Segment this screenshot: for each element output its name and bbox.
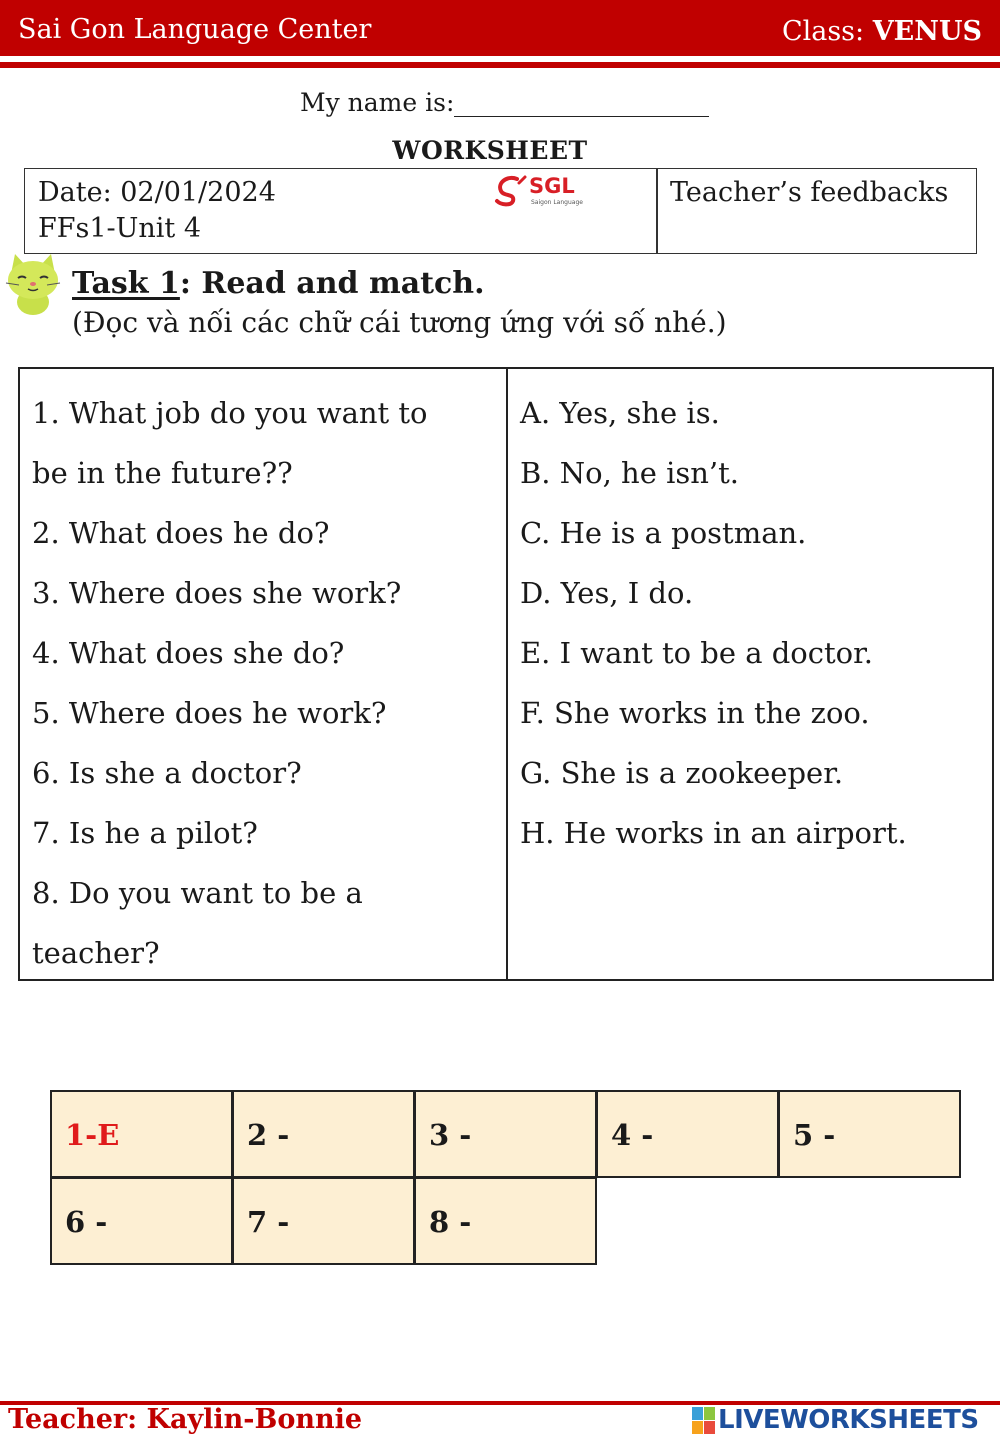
footer-teacher: Teacher: Kaylin-Bonnie [8,1404,363,1435]
answer-line: H. He works in an airport. [520,816,907,850]
cat-mascot-icon [2,252,64,316]
liveworksheets-logo[interactable] [692,1405,992,1437]
table-divider [506,369,508,979]
question-line: 5. Where does he work? [32,696,387,730]
answer-box-6[interactable]: 6 - [50,1177,233,1265]
info-box [24,168,977,254]
class-label-text: Class: [781,16,865,47]
question-line: be in the future?? [32,456,293,490]
task-subtitle: (Đọc và nối các chữ cái tương ứng với số nhé.) [72,306,727,339]
question-line: 4. What does she do? [32,636,345,670]
question-line: 2. What does he do? [32,516,330,550]
match-table [18,367,994,981]
info-divider [656,169,658,253]
answer-line: B. No, he isn’t. [520,456,740,490]
liveworksheets-blocks-icon [692,1407,716,1435]
answers-column [520,383,980,863]
task-title [72,266,485,301]
header-divider [0,62,1000,68]
worksheet-title: WORKSHEET [392,136,588,165]
sgl-logo [493,173,593,209]
class-value: VENUS [872,16,982,47]
question-line: 7. Is he a pilot? [32,816,258,850]
unit-text: FFs1-Unit 4 [38,213,202,244]
answer-line: D. Yes, I do. [520,576,694,610]
answer-line: E. I want to be a doctor. [520,636,873,670]
name-label: My name is: [300,88,455,117]
answer-box-5[interactable]: 5 - [778,1090,961,1178]
answer-box-8[interactable]: 8 - [414,1177,597,1265]
question-line: 6. Is she a doctor? [32,756,302,790]
class-label [782,16,982,47]
sgl-logo-subtext: Saigon Language [531,199,583,206]
answer-line: G. She is a zookeeper. [520,756,844,790]
answer-box-2[interactable]: 2 - [232,1090,415,1178]
task-title-rest: : Read and match. [179,266,485,301]
answer-box-3[interactable]: 3 - [414,1090,597,1178]
sgl-swirl-icon [493,173,529,207]
name-row [300,88,709,117]
question-line: 8. Do you want to be a [32,876,363,910]
answer-box-7[interactable]: 7 - [232,1177,415,1265]
answer-line: A. Yes, she is. [520,396,720,430]
answer-box-4[interactable]: 4 - [596,1090,779,1178]
feedback-label: Teacher’s feedbacks [670,177,949,208]
questions-column [32,383,492,983]
question-line: 3. Where does she work? [32,576,402,610]
liveworksheets-text: LIVEWORKSHEETS [718,1405,979,1435]
answer-box-1[interactable]: 1-E [50,1090,233,1178]
answer-line: C. He is a postman. [520,516,807,550]
answer-line: F. She works in the zoo. [520,696,870,730]
question-line: 1. What job do you want to [32,396,428,430]
center-name: Sai Gon Language Center [18,14,372,45]
sgl-logo-text: SGL [529,174,575,198]
task-label: Task 1 [72,266,180,301]
question-line: teacher? [32,936,160,970]
name-input[interactable] [454,91,709,117]
date-text: Date: 02/01/2024 [38,177,276,208]
